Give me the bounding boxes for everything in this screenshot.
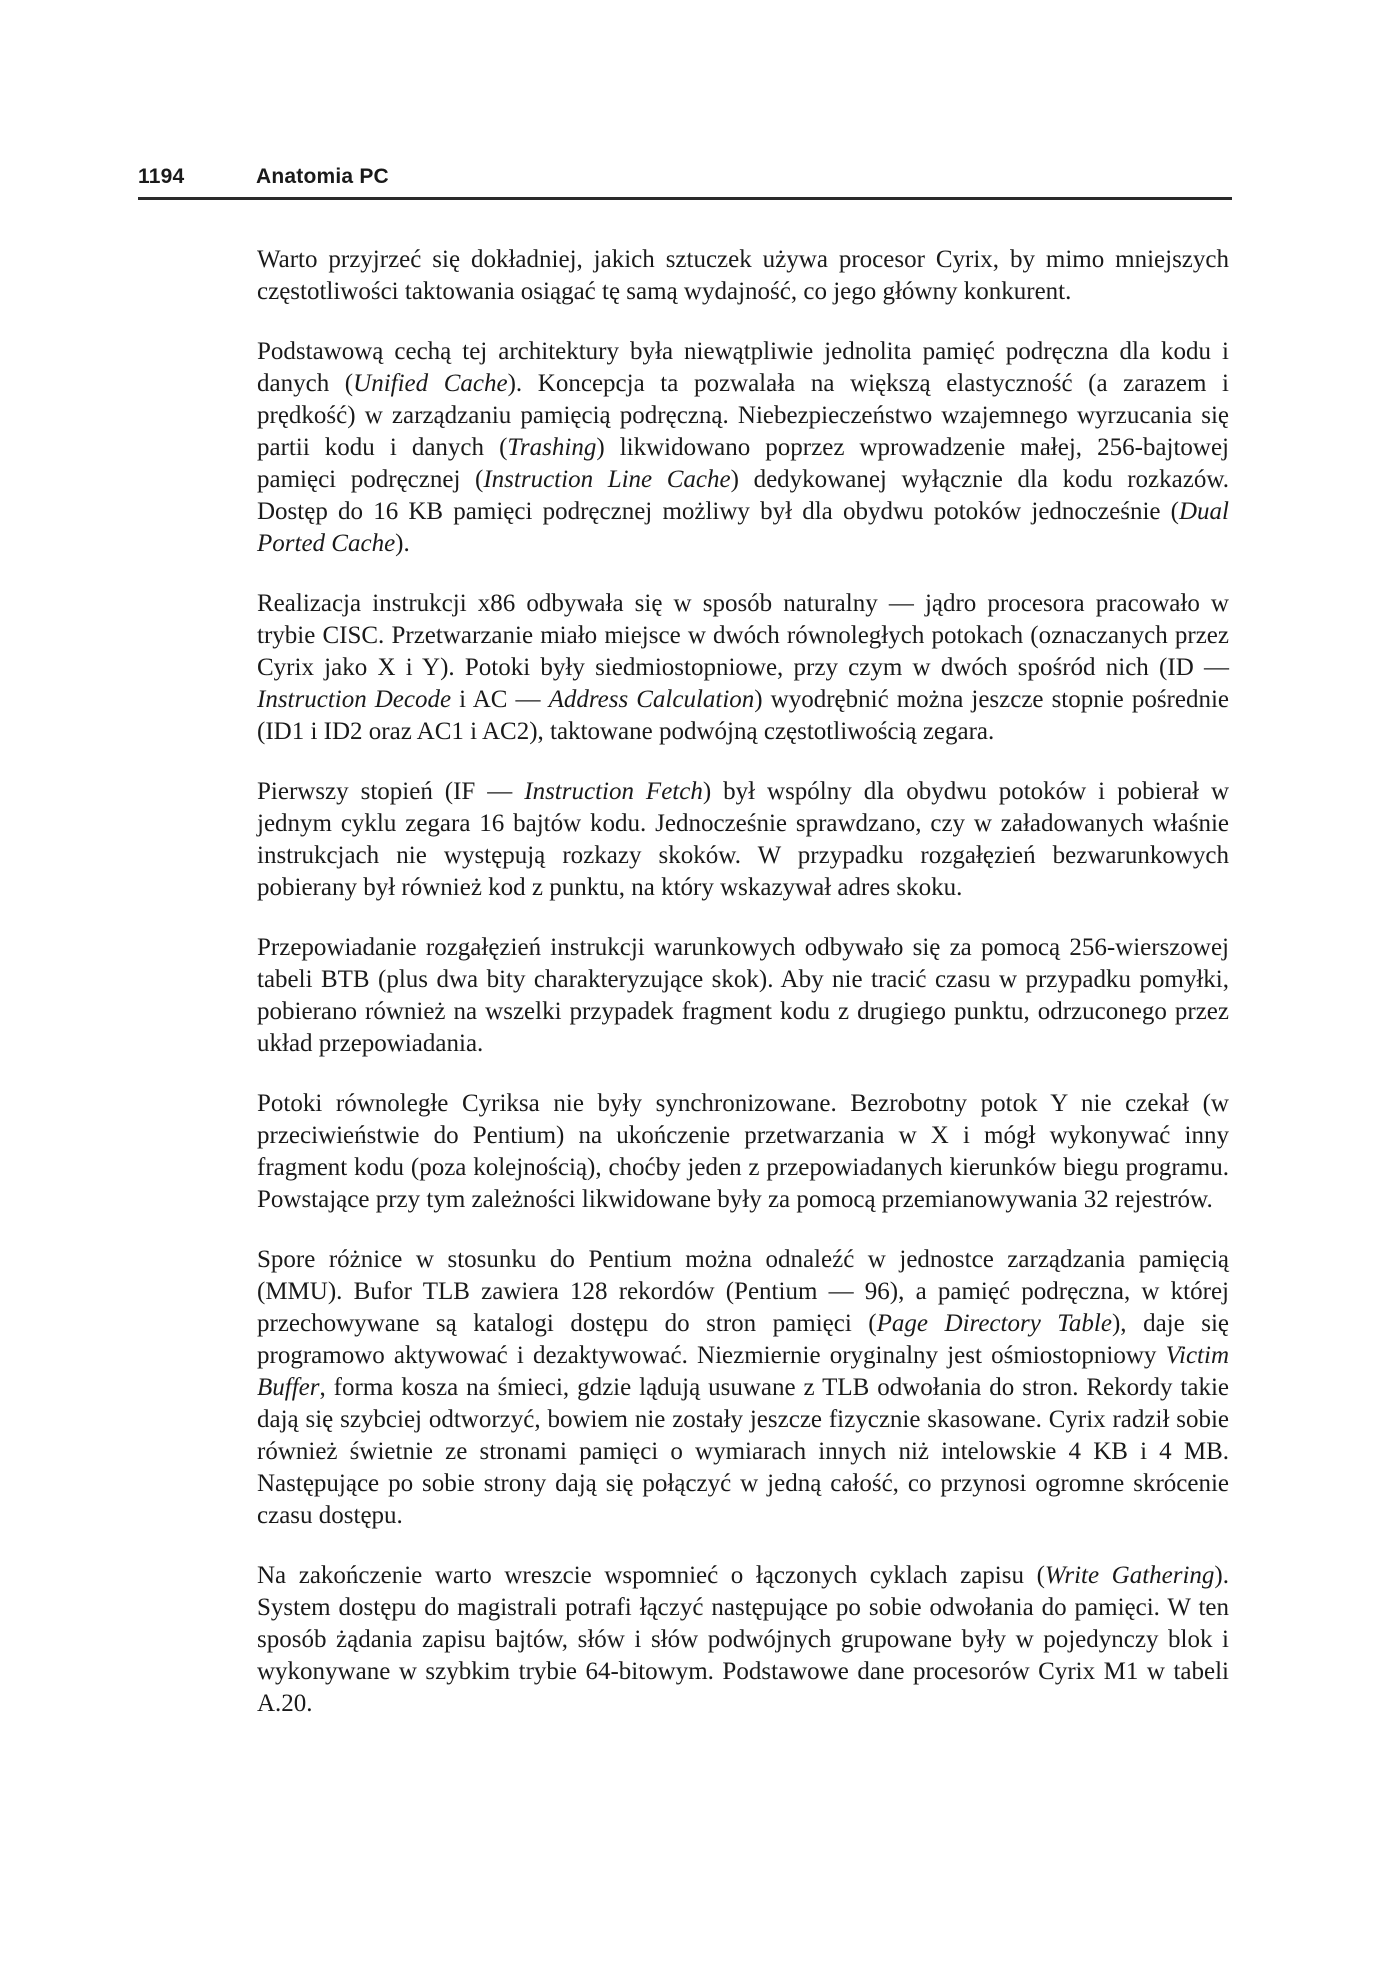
paragraph — [257, 1088, 1229, 1216]
italic-term: Address Calculation — [548, 686, 755, 713]
italic-term: Dual Ported Cache — [257, 498, 1229, 557]
body-text — [257, 244, 1229, 1748]
italic-term: Instruction Fetch — [524, 778, 703, 805]
italic-term: Page Directory Table — [876, 1310, 1112, 1337]
paragraph — [257, 932, 1229, 1060]
text-run: Na zakończenie warto wreszcie wspomnieć o łączonych cyklach zapisu ( — [257, 1562, 1045, 1589]
italic-term: Trashing — [507, 434, 597, 461]
italic-term: Victim Buffer — [257, 1342, 1229, 1401]
italic-term: Instruction Decode — [257, 686, 452, 713]
text-run: ) likwidowano poprzez wprowadzenie małej, 256-bajtowej pamięci podręcznej ( — [257, 434, 1229, 493]
text-run: Podstawową cechą tej architektury była niewątpliwie jednolita pamięć podręczna dla kodu i danych ( — [257, 338, 1229, 397]
page-number: 1194 — [138, 165, 185, 188]
text-run: ), daje się programowo aktywować i dezaktywować. Niezmiernie oryginalny jest ośmiostopniowy — [257, 1310, 1229, 1369]
text-run: Realizacja instrukcji x86 odbywała się w sposób naturalny — jądro procesora pracowało w trybie CISC. Przetwarzanie miało miejsce w dwóch równoległych potokach (oznaczanych przez Cyrix jako X i Y). Potoki były siedmiostopniowe, przy czym w dwóch spośród nich (ID — — [257, 590, 1229, 681]
text-run: Pierwszy stopień (IF — — [257, 778, 525, 805]
running-header — [138, 163, 1232, 200]
paragraph — [257, 244, 1229, 308]
running-title: Anatomia PC — [256, 165, 389, 188]
text-run: ). System dostępu do magistrali potrafi łączyć następujące po sobie odwołania do pamięci. W ten sposób żądania zapisu bajtów, słów i słów podwójnych grupowane były w pojedynczy blok i wykonywane w szybkim trybie 64-bitowym. Podstawowe dane procesorów Cyrix M1 w tabeli A.20. — [257, 1562, 1229, 1717]
text-run: ) dedykowanej wyłącznie dla kodu rozkazów. Dostęp do 16 KB pamięci podręcznej możliwy był dla obydwu potoków jednocześnie ( — [257, 466, 1230, 525]
text-run: ) był wspólny dla obydwu potoków i pobierał w jednym cyklu zegara 16 bajtów kodu. Jednocześnie sprawdzano, czy w załadowanych właśnie instrukcjach nie występują rozkazy skoków. W przypadku rozgałęzień bezwarunkowych pobierany był również kod z punktu, na który wskazywał adres skoku. — [257, 778, 1229, 901]
text-run: Warto przyjrzeć się dokładniej, jakich sztuczek używa procesor Cyrix, by mimo mniejszych częstotliwości taktowania osiągać tę samą wydajność, co jego główny konkurent. — [257, 246, 1229, 305]
paragraph — [257, 588, 1229, 748]
text-run: Przepowiadanie rozgałęzień instrukcji warunkowych odbywało się za pomocą 256-wierszowej tabeli BTB (plus dwa bity charakteryzujące skok). Aby nie tracić czasu w przypadku pomyłki, pobierano również na wszelki przypadek fragment kodu z drugiego punktu, odrzuconego przez układ przepowiadania. — [257, 934, 1229, 1057]
paragraph — [257, 336, 1229, 560]
paragraph — [257, 1244, 1229, 1532]
italic-term: Unified Cache — [353, 370, 508, 397]
text-run: ). — [395, 530, 410, 557]
paragraph — [257, 1560, 1229, 1720]
text-run: ) wyodrębnić można jeszcze stopnie pośrednie (ID1 i ID2 oraz AC1 i AC2), taktowane podwójną częstotliwością zegara. — [257, 686, 1230, 745]
italic-term: Instruction Line Cache — [483, 466, 731, 493]
text-run: i AC — — [451, 686, 549, 713]
text-run: Potoki równoległe Cyriksa nie były synchronizowane. Bezrobotny potok Y nie czekał (w przeciwieństwie do Pentium) na ukończenie przetwarzania w X i mógł wykonywać inny fragment kodu (poza kolejnością), choćby jeden z przepowiadanych kierunków biegu programu. Powstające przy tym zależności likwidowane były za pomocą przemianowywania 32 rejestrów. — [257, 1090, 1229, 1213]
text-run: ). Koncepcja ta pozwalała na większą elastyczność (a zarazem i prędkość) w zarządzaniu pamięcią podręczną. Niebezpieczeństwo wzajemnego wyrzucania się partii kodu i danych ( — [257, 370, 1229, 461]
text-run: Spore różnice w stosunku do Pentium można odnaleźć w jednostce zarządzania pamięcią (MMU). Bufor TLB zawiera 128 rekordów (Pentium — 96), a pamięć podręczna, w której przechowywane są katalogi dostępu do stron pamięci ( — [257, 1246, 1229, 1337]
paragraph — [257, 776, 1229, 904]
text-run: , forma kosza na śmieci, gdzie lądują usuwane z TLB odwołania do stron. Rekordy takie dają się szybciej odtworzyć, bowiem nie zostały jeszcze fizycznie skasowane. Cyrix radził sobie również świetnie ze stronami pamięci o wymiarach innych niż intelowskie 4 KB i 4 MB. Następujące po sobie strony dają się połączyć w jedną całość, co przynosi ogromne skrócenie czasu dostępu. — [257, 1374, 1229, 1529]
italic-term: Write Gathering — [1044, 1562, 1215, 1589]
